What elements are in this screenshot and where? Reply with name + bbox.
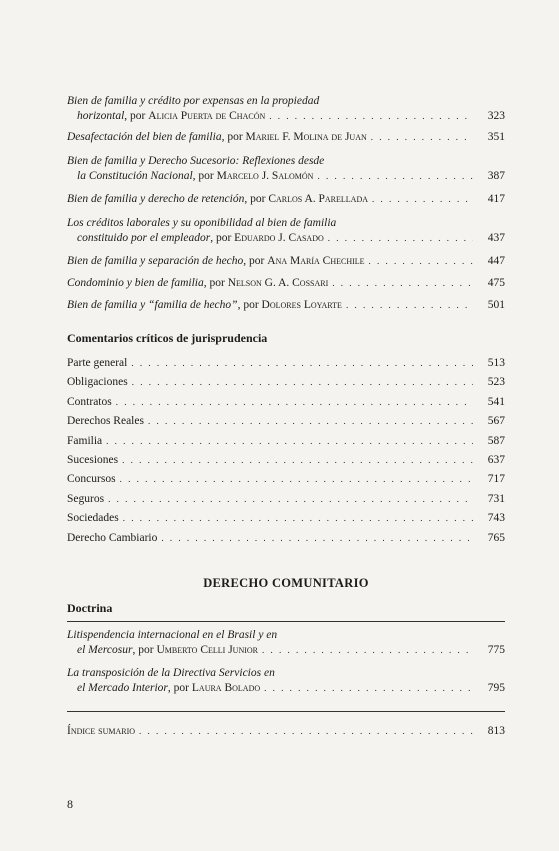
comentarios-list	[67, 356, 505, 550]
page-ref: 501	[487, 299, 505, 311]
entry-title: Bien de familia y “familia de hecho”	[67, 299, 238, 311]
entry-author: Laura Bolado	[191, 682, 261, 694]
toc-entry: Bien de familia y crédito por expensas en la propiedad horizontal, por Alicia Puerta de Chacón . . . 323	[67, 94, 505, 131]
section-title: DERECHO COMUNITARIO	[203, 576, 369, 590]
dot-leader	[372, 192, 473, 207]
entry-author: Eduardo J. Casado	[234, 232, 324, 244]
entries-top	[67, 94, 505, 320]
page-ref: 813	[487, 725, 505, 737]
entry-author: Umberto Celli Junior	[156, 644, 259, 656]
dot-leader	[317, 169, 473, 184]
page-ref: 765	[487, 531, 505, 544]
entry-title: la Constitución Nacional	[77, 170, 193, 182]
page-ref: 417	[487, 193, 505, 205]
comentarios-section	[67, 331, 505, 550]
entry-author: Mariel F. Molina de Juan	[245, 131, 367, 143]
dot-leader	[328, 231, 473, 246]
dot-leader	[106, 434, 473, 449]
divider	[67, 711, 505, 712]
toc-entry: Condominio y bien de familia, por Nelson G. A. Cossari . . . 475	[67, 276, 505, 298]
toc-entry: Bien de familia y Derecho Sucesorio: Reflexiones desde la Constitución Nacional, por Marcelo J. Salomón . . . 387	[67, 154, 505, 192]
list-item: Obligaciones . . . 523	[67, 375, 505, 394]
page-ref: 475	[487, 277, 505, 289]
dot-leader	[122, 453, 473, 468]
dot-leader	[108, 492, 473, 507]
entry-title: Los créditos laborales y su oponibilidad al bien de familia	[67, 217, 337, 229]
page-ref: 541	[487, 395, 505, 408]
dot-leader	[120, 472, 473, 487]
page-ref: 775	[487, 644, 505, 656]
entry-author: Alicia Puerta de Chacón	[148, 110, 266, 122]
page-ref: 387	[487, 170, 505, 182]
doctrina-section	[67, 601, 505, 622]
dot-leader	[262, 643, 473, 658]
entry-author: Nelson G. A. Cossari	[227, 277, 329, 289]
entry-title: Condominio y bien de familia	[67, 277, 204, 289]
toc-entry: Bien de familia y “familia de hecho”, por Dolores Loyarte . . . 501	[67, 298, 505, 320]
section-heading: Doctrina	[67, 601, 113, 615]
entry-title: Bien de familia y derecho de retención	[67, 193, 245, 205]
entry-author: Ana María Chechile	[267, 255, 365, 267]
list-item: Sucesiones . . . 637	[67, 453, 505, 472]
entry-author: Dolores Loyarte	[261, 299, 342, 311]
section-heading: Comentarios críticos de jurisprudencia	[67, 331, 268, 345]
toc-entry: Desafectación del bien de familia, por Mariel F. Molina de Juan . . . 351	[67, 130, 505, 154]
entry-title: Bien de familia y crédito por expensas en la propiedad	[67, 95, 320, 107]
dot-leader	[131, 356, 473, 371]
divider	[67, 621, 505, 622]
toc-entry: La transposición de la Directiva Servicios en el Mercado Interior, por Laura Bolado . . . 795	[67, 666, 505, 704]
dot-leader	[139, 724, 473, 739]
indice-label: Índice sumario	[67, 725, 136, 737]
page-ref: 437	[487, 232, 505, 244]
list-item: Contratos . . . 541	[67, 395, 505, 414]
page-ref: 447	[487, 255, 505, 267]
page-ref: 795	[487, 682, 505, 694]
dot-leader	[264, 681, 473, 696]
page-ref: 523	[487, 376, 505, 389]
list-item: Parte general . . . 513	[67, 356, 505, 375]
toc-entry: Los créditos laborales y su oponibilidad al bien de familia constituido por el empleador, por Eduardo J. Casado . . . 437	[67, 216, 505, 254]
entry-author: Carlos A. Parellada	[268, 193, 369, 205]
list-item: Concursos . . . 717	[67, 472, 505, 491]
entry-title: La transposición de la Directiva Servicios en	[67, 667, 275, 679]
dot-leader	[148, 414, 473, 429]
toc-entry: Bien de familia y separación de hecho, por Ana María Chechile . . . 447	[67, 254, 505, 276]
dot-leader	[116, 395, 473, 410]
page-number: 8	[67, 797, 73, 811]
dot-leader	[369, 254, 473, 269]
dot-leader	[269, 109, 473, 124]
dot-leader	[332, 276, 473, 291]
entry-title: Bien de familia y Derecho Sucesorio: Reflexiones desde	[67, 155, 325, 167]
page-ref: 717	[487, 473, 505, 486]
entry-title: horizontal	[77, 110, 125, 122]
list-item: Familia . . . 587	[67, 434, 505, 453]
page-ref: 743	[487, 512, 505, 525]
page-ref: 513	[487, 357, 505, 369]
page-ref: 587	[487, 434, 505, 447]
entry-title: constituido por el empleador	[77, 232, 211, 244]
list-item: Derechos Reales . . . 567	[67, 414, 505, 433]
page-ref: 637	[487, 453, 505, 466]
list-item: Seguros . . . 731	[67, 492, 505, 511]
page-ref: 567	[487, 415, 505, 428]
page-ref: 351	[487, 131, 505, 143]
entry-title: el Mercado Interior	[77, 682, 168, 694]
entry-title: Bien de familia y separación de hecho	[67, 255, 244, 267]
toc-entry: Litispendencia internacional en el Brasil y en el Mercosur, por Umberto Celli Junior . . . 775	[67, 628, 505, 666]
entry-title: el Mercosur	[77, 644, 133, 656]
dot-leader	[346, 298, 473, 313]
dot-leader	[371, 130, 473, 145]
indice-section	[67, 724, 505, 743]
toc-entry: Bien de familia y derecho de retención, por Carlos A. Parellada . . . 417	[67, 192, 505, 216]
dot-leader	[132, 375, 473, 390]
page-ref: 323	[487, 110, 505, 122]
dot-leader	[123, 511, 473, 526]
page-ref: 731	[487, 492, 505, 505]
entry-author: Marcelo J. Salomón	[216, 170, 314, 182]
list-item: Derecho Cambiario . . . 765	[67, 531, 505, 550]
entry-title: Desafectación del bien de familia	[67, 131, 222, 143]
entry-title: Litispendencia internacional en el Brasil y en	[67, 629, 278, 641]
list-item	[67, 724, 505, 743]
dot-leader	[161, 531, 473, 546]
doctrina-list	[67, 628, 505, 704]
list-item: Sociedades . . . 743	[67, 511, 505, 530]
